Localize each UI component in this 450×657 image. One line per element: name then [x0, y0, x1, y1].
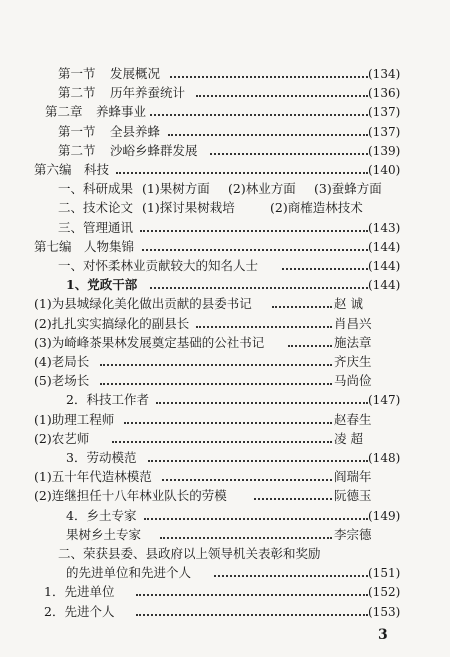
person-name: 李宗德 — [334, 526, 372, 542]
person-name: 马尚俭 — [334, 373, 372, 389]
person-name: 凌 超 — [334, 430, 363, 446]
dot-leader — [142, 237, 368, 257]
dot-leader — [116, 160, 368, 180]
toc-entry — [0, 256, 450, 276]
entry-title: 4．乡土专家 — [66, 507, 137, 523]
dot-leader — [148, 448, 368, 468]
entry-title: 发展概况 — [110, 66, 161, 81]
toc-entry — [0, 102, 450, 122]
sub-item: (1)探讨果树栽培 — [142, 200, 235, 216]
entry-title: 沙峪乡蜂群发展 — [110, 142, 198, 158]
entry-title: 的先进单位和先进个人 — [66, 565, 192, 581]
page-ref: (134) — [368, 67, 401, 81]
entry-title: 一、科研成果 — [58, 181, 134, 197]
person-name: 阮德玉 — [334, 488, 372, 504]
entry-title: (2)农艺师 — [34, 430, 90, 446]
page-ref: (136) — [368, 86, 401, 101]
toc-entry — [0, 237, 450, 257]
toc-entry — [0, 544, 450, 564]
page-ref: (143) — [368, 220, 401, 235]
dot-leader — [150, 102, 368, 122]
dot-leader — [144, 506, 368, 526]
page-ref: (137) — [368, 124, 401, 139]
entry-title: (1)为县城绿化美化做出贡献的县委书记 — [34, 296, 252, 312]
toc-entry — [0, 333, 450, 353]
page-ref: (148) — [368, 451, 401, 465]
toc-entry — [0, 390, 450, 410]
person-name: 赵春生 — [334, 411, 372, 427]
dot-leader — [214, 563, 368, 583]
entry-title: (4)老局长 — [34, 354, 90, 369]
dot-leader — [160, 525, 332, 545]
person-name: 施法章 — [334, 334, 372, 350]
entry-title: 全县养蜂 — [110, 123, 161, 139]
part-label: 第七编 — [34, 238, 72, 254]
person-name: 肖昌兴 — [334, 315, 372, 331]
toc-entry — [0, 294, 450, 314]
section-label: 第二节 — [58, 85, 96, 101]
entry-title: 科技 — [84, 162, 110, 177]
toc-entry — [0, 448, 450, 468]
entry-title: (1)五十年代造林模范 — [34, 469, 152, 485]
toc-entry — [0, 83, 450, 103]
page-ref: (151) — [368, 566, 401, 581]
dot-leader — [124, 410, 332, 430]
section-label: 第一节 — [58, 66, 96, 81]
dot-leader — [196, 83, 368, 103]
toc-entry — [0, 275, 450, 295]
toc-entry — [0, 218, 450, 238]
toc-entry — [0, 179, 450, 199]
entry-title: 三、管理通讯 — [58, 219, 134, 235]
page-ref: (149) — [368, 508, 401, 523]
entry-title: 2．科技工作者 — [66, 392, 149, 408]
page-ref: (152) — [368, 585, 401, 600]
page-ref: (144) — [368, 239, 401, 254]
toc-entry — [0, 314, 450, 334]
sub-item: (2)商榷造林技术 — [270, 200, 363, 216]
entry-title: 二、荣获县委、县政府以上领导机关表彰和奖励 — [58, 546, 321, 561]
page-ref: (140) — [368, 163, 401, 177]
toc-entry — [0, 352, 450, 372]
entry-title: (3)为崎峰茶果林发展奠定基础的公社书记 — [34, 334, 265, 350]
entry-title: 果树乡土专家 — [66, 526, 142, 542]
dot-leader — [136, 602, 368, 622]
toc-entry — [0, 64, 450, 84]
person-name: 阎瑞年 — [334, 469, 372, 485]
dot-leader — [136, 582, 368, 602]
toc-entry — [0, 563, 450, 583]
page-ref: (139) — [368, 143, 401, 158]
section-label: 第二节 — [58, 142, 96, 158]
sub-item: (2)林业方面 — [228, 181, 296, 197]
page-ref: (137) — [368, 105, 401, 120]
toc-entry — [0, 429, 450, 449]
dot-leader — [100, 371, 332, 391]
section-label: 第一节 — [58, 123, 96, 139]
toc-entry — [0, 602, 450, 622]
toc-entry — [0, 525, 450, 545]
entry-title: 2．先进个人 — [44, 603, 115, 619]
page-ref: (153) — [368, 604, 401, 619]
dot-leader — [150, 275, 368, 295]
page-ref: (144) — [368, 259, 401, 273]
toc-entry — [0, 582, 450, 602]
toc-entry — [0, 410, 450, 430]
entry-title: (1)助理工程师 — [34, 411, 115, 427]
dot-leader — [210, 141, 368, 161]
sub-item: (1)果树方面 — [142, 181, 210, 197]
entry-title: 1．先进单位 — [44, 584, 115, 600]
dot-leader — [170, 64, 368, 84]
dot-leader — [156, 390, 368, 410]
toc-entry — [0, 122, 450, 142]
entry-title: 一、对怀柔林业贡献较大的知名人士 — [58, 258, 259, 273]
page-number: 3 — [378, 627, 388, 643]
entry-title: 历年养蚕统计 — [110, 85, 186, 101]
dot-leader — [112, 429, 332, 449]
entry-title: 养蜂事业 — [96, 104, 147, 120]
entry-title: 人物集锦 — [84, 238, 135, 254]
page-ref: (144) — [368, 278, 401, 293]
toc-entry — [0, 506, 450, 526]
toc-entry — [0, 141, 450, 161]
dot-leader — [100, 352, 332, 372]
toc-entry — [0, 486, 450, 506]
entry-title: (5)老场长 — [34, 373, 90, 389]
entry-title: 1、党政干部 — [66, 277, 138, 293]
entry-title: 二、技术论文 — [58, 200, 134, 216]
page-ref: (147) — [368, 393, 401, 408]
dot-leader — [288, 333, 332, 353]
dot-leader — [140, 218, 368, 238]
person-name: 赵 诚 — [334, 296, 363, 312]
dot-leader — [196, 314, 332, 334]
chapter-label: 第二章 — [45, 104, 83, 120]
person-name: 齐庆生 — [334, 354, 372, 369]
dot-leader — [272, 294, 332, 314]
entry-title: (2)连继担任十八年林业队长的劳模 — [34, 488, 227, 504]
dot-leader — [282, 256, 368, 276]
part-label: 第六编 — [34, 162, 72, 177]
dot-leader — [168, 122, 368, 142]
dot-leader — [254, 486, 332, 506]
toc-entry — [0, 371, 450, 391]
toc-entry — [0, 198, 450, 218]
sub-item: (3)蚕蜂方面 — [314, 181, 382, 197]
toc-entry — [0, 467, 450, 487]
entry-title: (2)扎扎实实搞绿化的副县长 — [34, 315, 190, 331]
toc-entry — [0, 160, 450, 180]
dot-leader — [162, 467, 332, 487]
entry-title: 3．劳动模范 — [66, 450, 137, 465]
